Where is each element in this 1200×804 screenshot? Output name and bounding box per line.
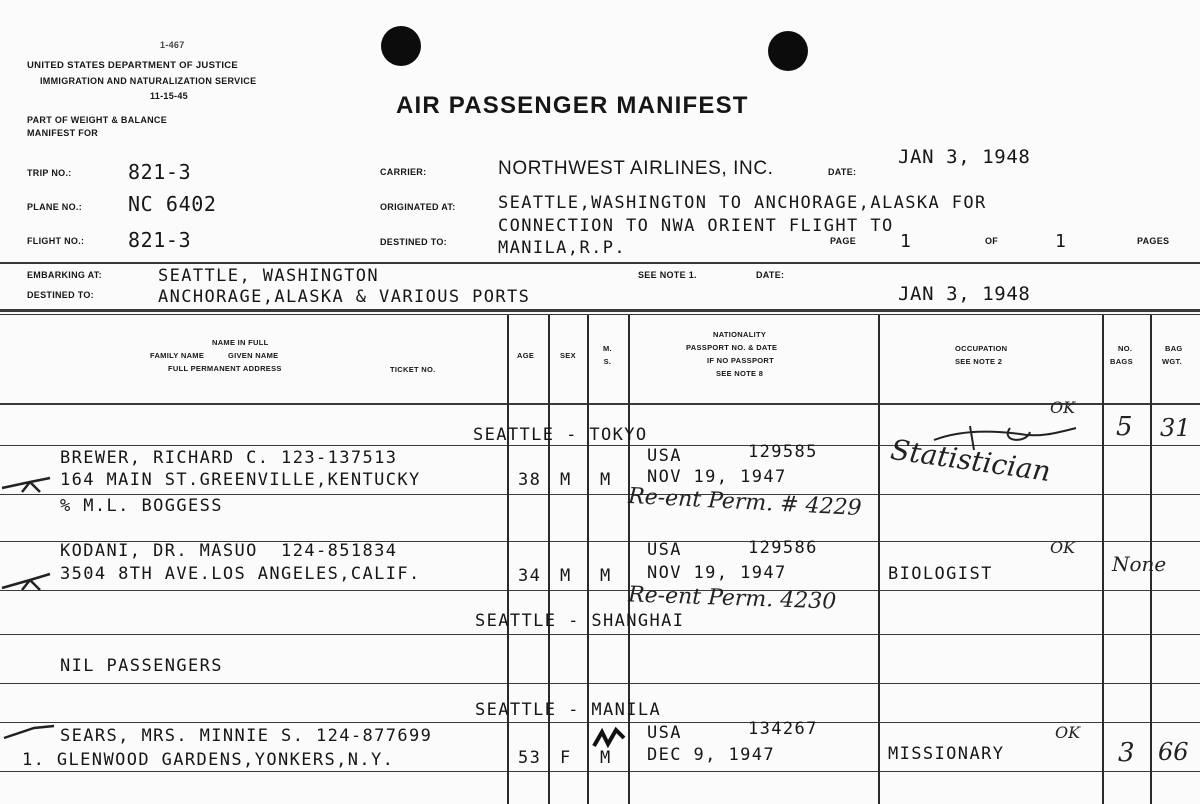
rule — [0, 309, 1200, 312]
manifest-date: JAN 3, 1948 — [898, 146, 1031, 168]
passenger-bags: None — [1112, 552, 1167, 576]
column-header-nationality: NATIONALITY — [713, 330, 767, 339]
form-number: 1-467 — [160, 40, 185, 50]
column-divider — [1102, 315, 1104, 804]
passenger-permit-handwritten: Re-ent Perm. # 4229 — [627, 483, 863, 522]
page-total: 1 — [1055, 231, 1067, 252]
page-title: AIR PASSENGER MANIFEST — [396, 92, 749, 119]
nil-passengers: NIL PASSENGERS — [60, 656, 223, 676]
passenger-ok-mark: OK — [1050, 398, 1076, 417]
rule — [0, 634, 1200, 635]
column-header-address: FULL PERMANENT ADDRESS — [168, 364, 282, 373]
embark-date: JAN 3, 1948 — [898, 283, 1031, 305]
passenger-marital-status: M — [600, 566, 612, 586]
destined-to: ANCHORAGE,ALASKA & VARIOUS PORTS — [158, 287, 531, 307]
date-label: DATE: — [828, 167, 857, 177]
page-number: 1 — [900, 231, 912, 252]
column-divider — [507, 315, 509, 804]
passenger-name-ticket: KODANI, DR. MASUO 124-851834 — [60, 541, 398, 561]
section-seattle-tokyo: SEATTLE - TOKYO — [473, 425, 648, 445]
passenger-name-ticket: BREWER, RICHARD C. 123-137513 — [60, 448, 398, 468]
carrier-label: CARRIER: — [380, 167, 427, 177]
embarking-at: SEATTLE, WASHINGTON — [158, 266, 380, 286]
passenger-nationality: USA — [647, 723, 682, 743]
column-header-occupation-note: SEE NOTE 2 — [955, 357, 1003, 366]
passenger-care-of: % M.L. BOGGESS — [60, 496, 223, 516]
column-header-bags: NO. — [1118, 344, 1133, 353]
column-divider — [587, 315, 589, 804]
passenger-age: 38 — [518, 470, 542, 490]
service-name: IMMIGRATION AND NATURALIZATION SERVICE — [40, 76, 257, 86]
rule — [0, 683, 1200, 684]
passenger-passport-no: 134267 — [748, 719, 818, 739]
embark-date-label: DATE: — [756, 270, 785, 280]
form-date: 11-15-45 — [150, 91, 188, 101]
destined-to-label: DESTINED TO: — [27, 290, 94, 300]
column-divider — [878, 315, 880, 804]
column-header-age: AGE — [517, 351, 535, 360]
passenger-name-ticket: SEARS, MRS. MINNIE S. 124-877699 — [60, 726, 433, 746]
check-mark-icon — [0, 722, 60, 752]
passenger-occupation-handwritten: Statistician — [888, 432, 1053, 489]
initials-scribble-icon — [930, 420, 1080, 460]
trip-no-label: TRIP NO.: — [27, 168, 72, 178]
column-header-bag-weight-sub: WGT. — [1162, 357, 1182, 366]
column-header-name: NAME IN FULL — [212, 338, 269, 347]
passenger-marital-status: M — [600, 470, 612, 490]
section-seattle-shanghai: SEATTLE - SHANGHAI — [475, 611, 685, 631]
destined-label: DESTINED TO: — [380, 237, 447, 247]
plane-no-label: PLANE NO.: — [27, 202, 83, 212]
column-header-note: SEE NOTE 8 — [716, 369, 764, 378]
passenger-occupation: BIOLOGIST — [888, 564, 993, 584]
passenger-age: 53 — [518, 748, 542, 768]
carrier: NORTHWEST AIRLINES, INC. — [498, 158, 774, 179]
column-header-sex: SEX — [560, 351, 576, 360]
department-name: UNITED STATES DEPARTMENT OF JUSTICE — [27, 60, 239, 71]
passenger-ok-mark: OK — [1055, 723, 1081, 742]
passenger-bags: 5 — [1116, 412, 1133, 442]
passenger-address: 164 MAIN ST.GREENVILLE,KENTUCKY — [60, 470, 421, 490]
punch-hole-left — [381, 26, 421, 66]
originated-label: ORIGINATED AT: — [380, 202, 456, 212]
ink-scribble-icon — [590, 724, 630, 754]
passenger-permit-handwritten: Re-ent Perm. 4230 — [627, 582, 837, 615]
column-header-ms: M. S. — [603, 344, 612, 366]
column-header-bag-weight: BAG — [1165, 344, 1183, 353]
passenger-marital-status: M — [600, 748, 612, 768]
flight-no: 821-3 — [128, 228, 192, 252]
passenger-address: 1. GLENWOOD GARDENS,YONKERS,N.Y. — [22, 750, 395, 770]
of-label: OF — [985, 236, 999, 246]
column-header-ticket: TICKET NO. — [390, 365, 436, 374]
passenger-bags: 3 — [1118, 738, 1135, 768]
see-note-label: SEE NOTE 1. — [638, 270, 697, 280]
rule — [0, 722, 1200, 723]
column-header-no-passport: IF NO PASSPORT — [707, 356, 774, 365]
passenger-age: 34 — [518, 566, 542, 586]
passenger-sex: M — [560, 566, 572, 586]
section-seattle-manila: SEATTLE - MANILA — [475, 700, 662, 720]
trip-no: 821-3 — [128, 160, 192, 184]
passenger-sex: M — [560, 470, 572, 490]
column-header-bags-sub: BAGS — [1110, 357, 1133, 366]
manifest-for-label: MANIFEST FOR — [27, 128, 99, 138]
route-line-3: MANILA,R.P. — [498, 238, 626, 258]
passenger-passport-date: DEC 9, 1947 — [647, 745, 775, 765]
passenger-nationality: USA — [647, 446, 682, 466]
column-header-name-sub: FAMILY NAME GIVEN NAME — [150, 351, 279, 360]
rule — [0, 771, 1200, 772]
column-header-passport: PASSPORT NO. & DATE — [686, 343, 778, 352]
rule — [0, 494, 1200, 495]
pages-label: PAGES — [1137, 236, 1170, 246]
passenger-bag-weight: 66 — [1158, 738, 1189, 766]
passenger-sex: F — [560, 748, 572, 768]
column-header-occupation: OCCUPATION — [955, 344, 1008, 353]
route-line-1: SEATTLE,WASHINGTON TO ANCHORAGE,ALASKA FOR — [498, 193, 987, 213]
rule — [0, 590, 1200, 591]
passenger-ok-mark: OK — [1050, 538, 1076, 557]
passenger-passport-date: NOV 19, 1947 — [647, 563, 787, 583]
passenger-nationality: USA — [647, 540, 682, 560]
route-line-2: CONNECTION TO NWA ORIENT FLIGHT TO — [498, 216, 894, 236]
passenger-address: 3504 8TH AVE.LOS ANGELES,CALIF. — [60, 564, 421, 584]
rule — [0, 314, 1200, 315]
plane-no: NC 6402 — [128, 192, 217, 216]
passenger-bag-weight: 31 — [1160, 414, 1191, 442]
page-label: PAGE — [830, 236, 857, 246]
passenger-passport-no: 129585 — [748, 442, 818, 462]
flight-no-label: FLIGHT NO.: — [27, 236, 85, 246]
column-divider — [548, 315, 550, 804]
check-mark-icon — [0, 470, 60, 500]
punch-hole-right — [768, 31, 808, 71]
rule — [0, 403, 1200, 405]
passenger-passport-no: 129586 — [748, 538, 818, 558]
part-of-label: PART OF WEIGHT & BALANCE — [27, 115, 168, 125]
rule — [0, 262, 1200, 264]
embarking-label: EMBARKING AT: — [27, 270, 102, 280]
passenger-occupation: MISSIONARY — [888, 744, 1005, 764]
check-mark-icon — [0, 566, 60, 596]
passenger-passport-date: NOV 19, 1947 — [647, 467, 787, 487]
